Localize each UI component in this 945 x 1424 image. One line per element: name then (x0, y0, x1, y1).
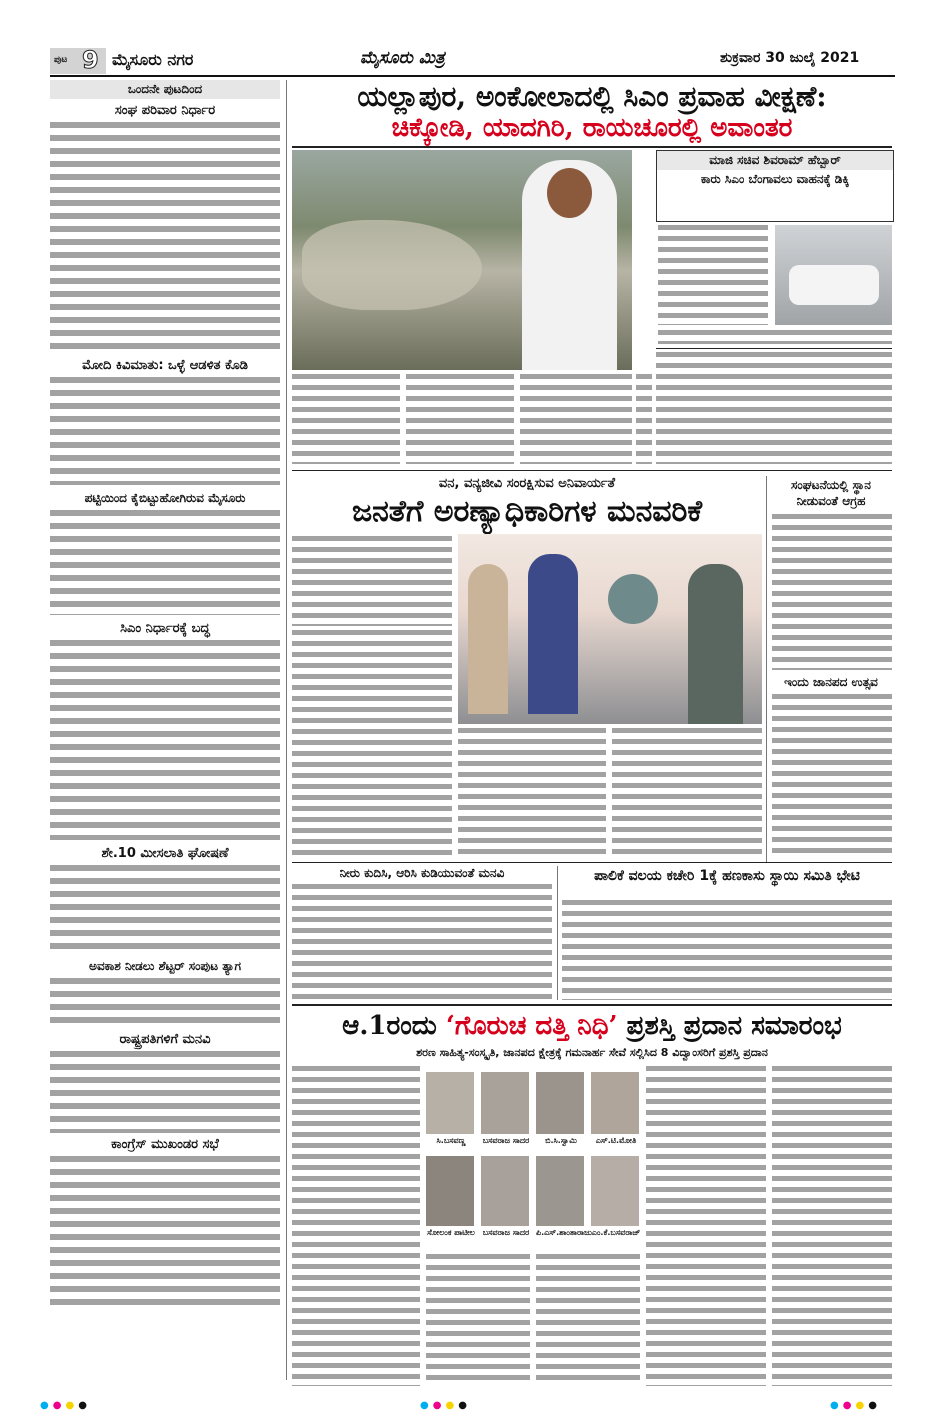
story-body (50, 865, 280, 953)
registration-marks: ●●●● (420, 1400, 471, 1411)
column-divider (557, 866, 558, 1000)
portrait (536, 1072, 584, 1134)
portrait (481, 1156, 529, 1226)
award-headline (292, 1008, 892, 1044)
story-headline: ಸಂಘ ಪರಿವಾರ ನಿರ್ಧಾರ (114, 103, 216, 118)
forest-headline: ಜನತೆಗೆ ಅರಣ್ಯಾಧಿಕಾರಿಗಳ ಮನವರಿಕೆ (351, 494, 703, 529)
forest-body (292, 536, 452, 626)
forest-body (458, 728, 606, 856)
portrait (536, 1156, 584, 1226)
story-body (50, 122, 280, 352)
lead-body (292, 374, 400, 464)
story-body (50, 640, 280, 840)
portrait (426, 1072, 474, 1134)
hebbar-headline-2: ಕಾರು ಸಿಎಂ ಬೆಂಗಾವಲು ವಾಹನಕ್ಕೆ ಡಿಕ್ಕಿ (700, 172, 850, 186)
hebbar-body (658, 330, 892, 344)
story-body (50, 1051, 280, 1133)
water-body (292, 884, 552, 1000)
hebbar-headline: ಮಾಜಿ ಸಚಿವ ಶಿವರಾಮ್ ಹೆಬ್ಬಾರ್ (657, 151, 893, 170)
award-headline-date: ಆ.1ರಂದು (342, 1011, 437, 1041)
section-name: ಮೈಸೂರು ನಗರ (112, 50, 194, 69)
palike-body (562, 900, 892, 1000)
header-rule (50, 75, 895, 77)
sanghatana-headline: ಸಂಘಟನೆಯಲ್ಲಿ ಸ್ಥಾನ (791, 478, 871, 492)
lead-rule (292, 146, 892, 148)
lead-headline: ಯಲ್ಲಾಪುರ, ಅಂಕೋಲಾದಲ್ಲಿ ಸಿಎಂ ಪ್ರವಾಹ ವೀಕ್ಷಣೆ: (357, 80, 827, 113)
car-photo (775, 225, 892, 325)
story-body (50, 377, 280, 485)
award-subhead: ಶರಣ ಸಾಹಿತ್ಯ-ಸಂಸ್ಕೃತಿ, ಜಾನಪದ ಕ್ಷೇತ್ರಕ್ಕೆ ಗಮನಾರ್ಹ ಸೇವೆ ಸಲ್ಲಿಸಿದ 8 ವಿದ್ವಾಂಸರಿಗೆ ಪ್ರಶಸ್ತಿ ಪ್ರದಾನ (416, 1046, 768, 1059)
sanghatana-headline-2: ನೀಡುವಂತೆ ಆಗ್ರಹ (796, 494, 866, 508)
forest-body (292, 784, 452, 856)
column-divider (766, 476, 767, 862)
awardee-name: ಬಸವರಾಜ ಸಾದರ (482, 1228, 530, 1237)
award-headline-quote: ‘ಗೊರುಚ ದತ್ತಿ ನಿಧಿ’ (445, 1011, 618, 1041)
hebbar-body (658, 225, 768, 325)
janapada-headline: ಇಂದು ಜಾನಪದ ಉತ್ಸವ (784, 675, 878, 689)
left-kicker: ಒಂದನೇ ಪುಟದಿಂದ (50, 80, 280, 99)
lead-subhead: ಚಿಕ್ಕೋಡಿ, ಯಾದಗಿರಿ, ರಾಯಚೂರಲ್ಲಿ ಅವಾಂತರ (391, 113, 793, 143)
page-label: ಪುಟ (54, 55, 68, 65)
issue-date: ಶುಕ್ರವಾರ 30 ಜುಲೈ 2021 (720, 50, 860, 66)
story-headline: ರಾಷ್ಟ್ರಪತಿಗಳಿಗೆ ಮನವಿ (119, 1032, 211, 1047)
hebbar-box (656, 150, 894, 222)
registration-marks: ●●●● (40, 1400, 91, 1411)
rule (292, 470, 892, 471)
lead-body (520, 374, 632, 464)
left-column (50, 80, 280, 1306)
awardee-name: ಸಿ.ಬಸವಣ್ಣ (436, 1136, 466, 1145)
story-headline: ಪಟ್ಟಿಯಿಂದ ಕೈಬಿಟ್ಟುಹೋಗಿರುವ ಮೈಸೂರು (84, 491, 246, 505)
awardee-name: ಪಿ.ಎಸ್.ಶಾಂತಾರಾಜು (536, 1228, 592, 1237)
forest-body (292, 630, 452, 780)
forest-photo (458, 534, 762, 724)
award-body (646, 1066, 766, 1386)
rule (656, 348, 892, 349)
story-headline: ಸಿಎಂ ನಿರ್ಧಾರಕ್ಕೆ ಬದ್ಧ (120, 621, 210, 636)
story-headline: ಶೇ.10 ಮೀಸಲಾತಿ ಘೋಷಣೆ (101, 846, 229, 861)
portrait (591, 1072, 639, 1134)
page-number: 9 (82, 46, 99, 74)
lead-body (406, 374, 514, 464)
awardee-name: ಎಸ್.ಟಿ.ಮೋತಿ (595, 1136, 637, 1145)
story-headline: ಅವಕಾಶ ನೀಡಲು ಶೆಟ್ಟರ್ ಸಂಪುಟ ತ್ಯಾಗ (89, 959, 241, 973)
award-headline-rest: ಪ್ರಶಸ್ತಿ ಪ್ರದಾನ ಸಮಾರಂಭ (626, 1011, 842, 1041)
story-body (50, 1156, 280, 1306)
palike-headline: ಪಾಲಿಕೆ ವಲಯ ಕಚೇರಿ 1ಕ್ಕೆ ಹಣಕಾಸು ಸ್ಥಾಯಿ ಸಮಿತಿ ಭೇಟಿ (594, 868, 860, 884)
flood-photo (292, 150, 632, 370)
story-body (50, 510, 280, 615)
awardee-name: ಬಸವರಾಜ ಸಾದರ (482, 1136, 530, 1145)
masthead: ಮೈಸೂರು ಮಿತ್ರ (360, 48, 445, 68)
janapada-body (772, 694, 892, 858)
story-body (50, 978, 280, 1026)
portrait (481, 1072, 529, 1134)
lead-body (656, 352, 892, 464)
water-headline: ನೀರು ಕುದಿಸಿ, ಆರಿಸಿ ಕುಡಿಯುವಂತೆ ಮನವಿ (339, 866, 505, 880)
awardee-name: ಸೋಲಂಕ ಪಾಟೀಲ (427, 1228, 475, 1237)
forest-body (612, 728, 762, 856)
portrait (591, 1156, 639, 1226)
award-body (772, 1066, 892, 1386)
forest-kicker: ವನ, ವನ್ಯಜೀವಿ ಸಂರಕ್ಷಿಸುವ ಅನಿವಾರ್ಯತೆ (438, 476, 616, 491)
lead-body (636, 374, 652, 464)
story-headline: ಕಾಂಗ್ರೆಸ್ ಮುಖಂಡರ ಸಭೆ (111, 1137, 219, 1152)
awardee-name: ಎಂ.ಕೆ.ಬಸವರಾಜ್ (591, 1228, 641, 1237)
rule (292, 862, 892, 863)
portrait (426, 1156, 474, 1226)
column-divider (286, 80, 287, 1380)
rule (292, 1004, 892, 1006)
award-body (426, 1254, 530, 1386)
sanghatana-body (772, 514, 892, 670)
awardee-name: ಬಿ.ಸಿ.ಸ್ವಾಮಿ (545, 1136, 577, 1145)
registration-marks: ●●●● (830, 1400, 881, 1411)
awardee-grid (426, 1072, 640, 1250)
story-headline: ಮೋದಿ ಕಿವಿಮಾತು: ಒಳ್ಳೆ ಆಡಳಿತ ಕೊಡಿ (82, 358, 248, 373)
award-body (292, 1066, 420, 1386)
award-body (536, 1254, 640, 1386)
